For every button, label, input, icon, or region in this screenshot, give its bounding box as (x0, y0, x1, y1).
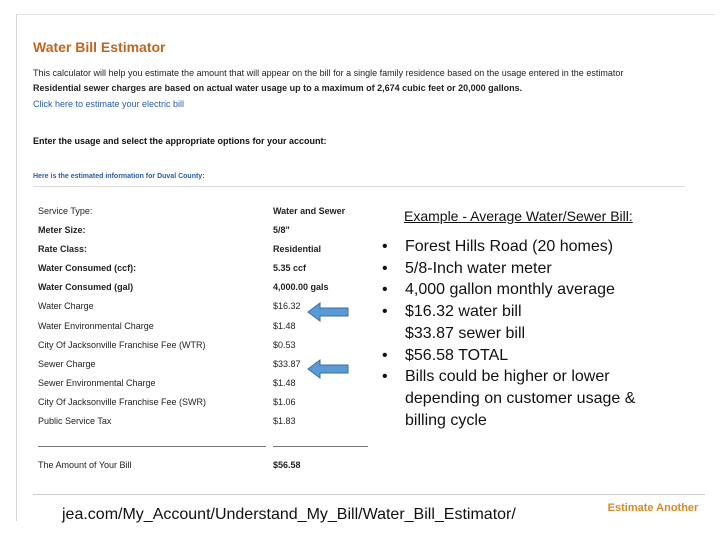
table-row (38, 206, 368, 225)
list-item-text: Bills could be higher or lower (405, 368, 610, 386)
list-item (382, 366, 682, 388)
sewer-note: Residential sewer charges are based on actual water usage up to a maximum of 2,674 cubic feet or 20,000 gallons. (33, 83, 523, 93)
list-item-text: $56.58 TOTAL (405, 346, 509, 364)
row-label: Public Service Tax (38, 416, 112, 427)
row-label: Water Environmental Charge (38, 320, 154, 331)
list-item-text: 4,000 gallon monthly average (405, 281, 615, 299)
county-info-heading: Here is the estimated information for Duval County: (33, 173, 205, 180)
bullet-icon: • (382, 259, 388, 277)
table-row (38, 378, 368, 397)
row-value: $0.53 (273, 339, 296, 350)
total-separator-right (273, 446, 368, 447)
row-value: $16.32 (273, 301, 301, 312)
list-item (382, 345, 682, 367)
row-label: City Of Jacksonville Franchise Fee (WTR) (38, 339, 206, 350)
row-value: Water and Sewer (273, 206, 346, 216)
row-value: 5.35 ccf (273, 263, 307, 274)
table-row (38, 282, 368, 301)
instructions-text: Enter the usage and select the appropriate options for your account: (33, 136, 327, 146)
bullet-icon: • (382, 281, 388, 299)
total-label: The Amount of Your Bill (38, 460, 132, 470)
total-separator-left (38, 446, 266, 447)
left-arrow-icon (306, 302, 350, 322)
row-label: Rate Class: (38, 244, 88, 255)
row-value: Residential (273, 244, 322, 255)
table-row (38, 340, 368, 359)
panel-divider (33, 494, 705, 495)
row-value: $1.83 (273, 416, 296, 427)
row-value: $33.87 (273, 358, 301, 369)
list-item-continuation: depending on customer usage & (405, 389, 636, 407)
row-label: City Of Jacksonville Franchise Fee (SWR) (38, 396, 207, 407)
table-row (38, 225, 368, 244)
electric-estimator-link[interactable]: Click here to estimate your electric bill (33, 99, 185, 109)
row-label: Water Consumed (gal) (38, 282, 134, 293)
list-item (382, 301, 682, 323)
list-item-continuation: $33.87 sewer bill (405, 324, 526, 342)
total-value: $56.58 (273, 460, 301, 470)
bullet-icon: • (382, 368, 388, 386)
row-label: Water Consumed (ccf): (38, 263, 137, 274)
list-item (382, 279, 682, 301)
row-value: 4,000.00 gals (273, 282, 329, 293)
list-item-text: 5/8-Inch water meter (405, 259, 552, 277)
list-item (382, 258, 682, 280)
row-value: $1.48 (273, 320, 296, 331)
list-item-continuation: billing cycle (405, 411, 487, 429)
estimate-another-button[interactable]: Estimate Another (607, 502, 699, 514)
row-label: Sewer Environmental Charge (38, 377, 156, 388)
row-value: $1.06 (273, 396, 296, 407)
row-label: Sewer Charge (38, 358, 96, 369)
row-value: 5/8" (273, 225, 290, 236)
bullet-icon: • (382, 303, 388, 321)
page-title: Water Bill Estimator (33, 39, 166, 55)
source-url: jea.com/My_Account/Understand_My_Bill/Water_Bill_Estimator/ (62, 506, 516, 523)
row-value: $1.48 (273, 377, 296, 388)
list-item (382, 236, 682, 258)
table-row (38, 244, 368, 263)
row-label: Meter Size: (38, 225, 86, 236)
intro-text: This calculator will help you estimate the amount that will appear on the bill for a single family residence based on the usage entered in the estimator (33, 68, 624, 78)
list-item-text: Forest Hills Road (20 homes) (405, 238, 614, 255)
left-arrow-icon (306, 359, 350, 379)
county-divider (33, 186, 685, 187)
example-list (382, 236, 682, 431)
row-label: Water Charge (38, 301, 94, 312)
row-label: Service Type: (38, 206, 93, 216)
example-title: Example - Average Water/Sewer Bill: (404, 208, 633, 224)
table-row (38, 321, 368, 340)
table-row (38, 263, 368, 282)
list-item-text: $16.32 water bill (405, 303, 522, 321)
table-row (38, 397, 368, 416)
bullet-icon: • (382, 238, 388, 255)
bullet-icon: • (382, 346, 388, 364)
table-row (38, 416, 368, 435)
